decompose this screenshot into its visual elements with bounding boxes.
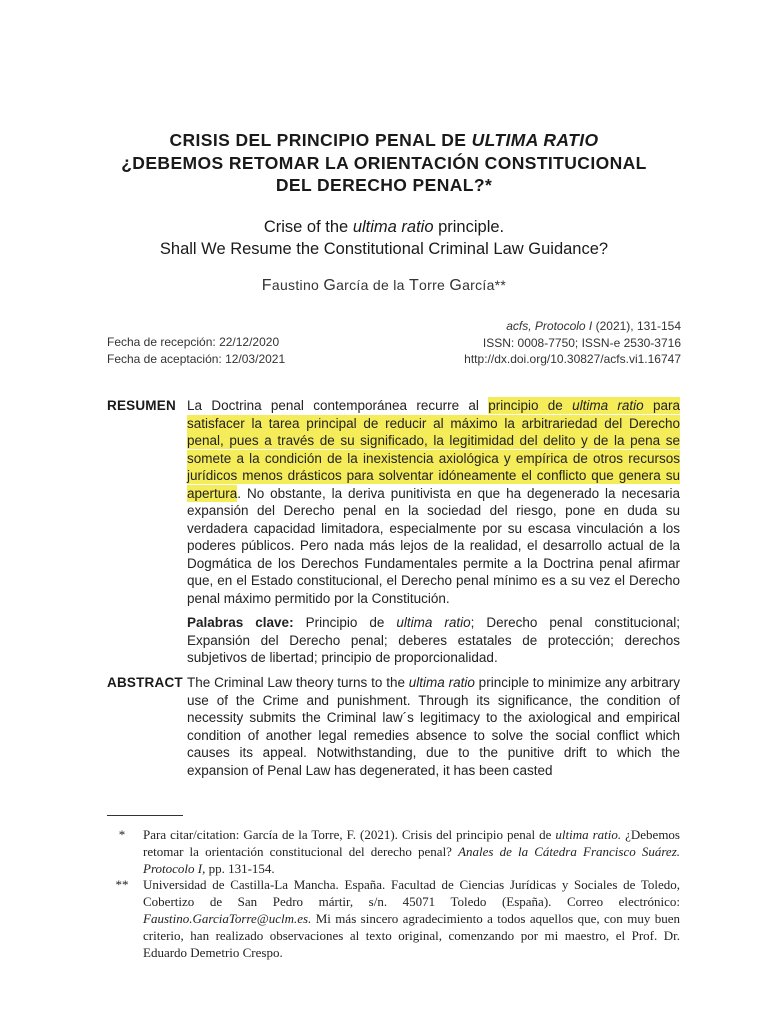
abstract-body [187,674,680,779]
abstract-paragraph: The Criminal Law theory turns to the ultima ratio principle to minimize any arbitrary use of the Crime and punishment. Through its significance, the condition of necessity submits the Criminal law´s legitimacy to the axiological and empirical condition of another legal remedies absence to solve the social conflict which causes its appeal. Notwithstanding, due to the punitive drift to which the expansion of Penal Law has degenerated, it has been casted [187,675,680,778]
journal-citation: acfs, Protocolo I (2021), 131-154 [506,319,681,333]
journal-info [464,318,681,368]
author-name: Faustino García de la Torre García** [261,277,507,294]
title-line-2: ¿DEBEMOS RETOMAR LA ORIENTACIÓN CONSTITUCIONAL [121,152,647,173]
subtitle-line-2: Shall We Resume the Constitutional Criminal Law Guidance? [159,240,609,258]
subtitle-line-1: Crise of the ultima ratio principle. [263,218,505,236]
footnote-2: Universidad de Castilla-La Mancha. España. Facultad de Ciencias Jurídicas y Sociales de Toledo, Cobertizo de San Pedro mártir, s/n. 45071 Toledo (España). Correo electrónico: Faustino.GarciaTorre@uclm.es. Mi más sincero agradecimiento a todos aquellos que, con muy buen criterio, han realizado observaciones al texto original, comenzando por mi maestro, el Prof. Dr. Eduardo Demetrio Crespo. [143,877,680,960]
paper-title [60,129,708,197]
resumen-body [187,397,680,667]
footnote-1: Para citar/citation: García de la Torre, F. (2021). Crisis del principio penal de ultima ratio. ¿Debemos retomar la orientación constitucional del derecho penal? Anales de la Cátedra Francisco Suárez. Protocolo I, pp. 131-154. [143,827,680,876]
title-line-3: DEL DERECHO PENAL?* [275,175,493,195]
accepted-date: Fecha de aceptación: 12/03/2021 [107,351,286,366]
title-italic: ULTIMA RATIO [471,130,599,150]
keywords: Palabras clave: Principio de ultima ratio; Derecho penal constitucional; Expansión del Derecho penal; deberes estatales de protección; derechos subjetivos de libertad; principio de proporcionalidad. [187,615,680,665]
footnote-separator [107,815,183,816]
keywords-label: Palabras clave: [187,615,294,630]
doi-link[interactable]: http://dx.doi.org/10.30827/acfs.vi1.16747 [464,352,681,366]
issn: ISSN: 0008-7750; ISSN-e 2530-3716 [482,335,681,350]
resumen-paragraph: La Doctrina penal contemporánea recurre al principio de ultima ratio para satisfacer la tarea principal de reducir al máximo la arbitrariedad del Derecho penal, pues a través de su significado, la legitimidad del delito y de la pena se somete a la condición de la inexistencia axiológica y empírica de otros recursos jurídicos menos drásticos para solventar idóneamente el conflicto que genera su apertura. No obstante, la deriva punitivista en que ha degenerado la necesaria expansión del Derecho penal en la sociedad del riesgo, pone en duda su verdadera capacidad limitadora, especialmente por su escasa vinculación a los poderes públicos. Pero nada más lejos de la realidad, el desarrollo actual de la Dogmática de los Derechos Fundamentales permite a la Doctrina penal afirmar que, en el Estado constitucional, el Derecho penal mínimo es a su vez el Derecho penal máximo permitido por la Constitución. [187,398,680,606]
footnote-2-marker: ** [115,877,129,892]
paper-subtitle [60,216,708,260]
submission-dates [107,334,285,367]
resumen-label: RESUMEN [107,398,176,413]
email-link[interactable]: Faustino.GarciaTorre@uclm.es. [143,911,312,926]
title-line-1: CRISIS DEL PRINCIPIO PENAL DE ULTIMA RATIO [169,130,599,150]
received-date: Fecha de recepción: 22/12/2020 [107,335,280,349]
abstract-label: ABSTRACT [107,675,183,690]
highlight: principio de ultima ratio para satisfacer la tarea principal de reducir al máximo la arbitrariedad del Derecho penal, pues a través de su significado, la legitimidad del delito y de la pena se somete a la condición de la inexistencia axiológica y empírica de otros recursos jurídicos menos drásticos para solventar idóneamente el conflicto que genera su apertura [187,398,680,501]
footnote-1-marker: * [118,827,126,842]
